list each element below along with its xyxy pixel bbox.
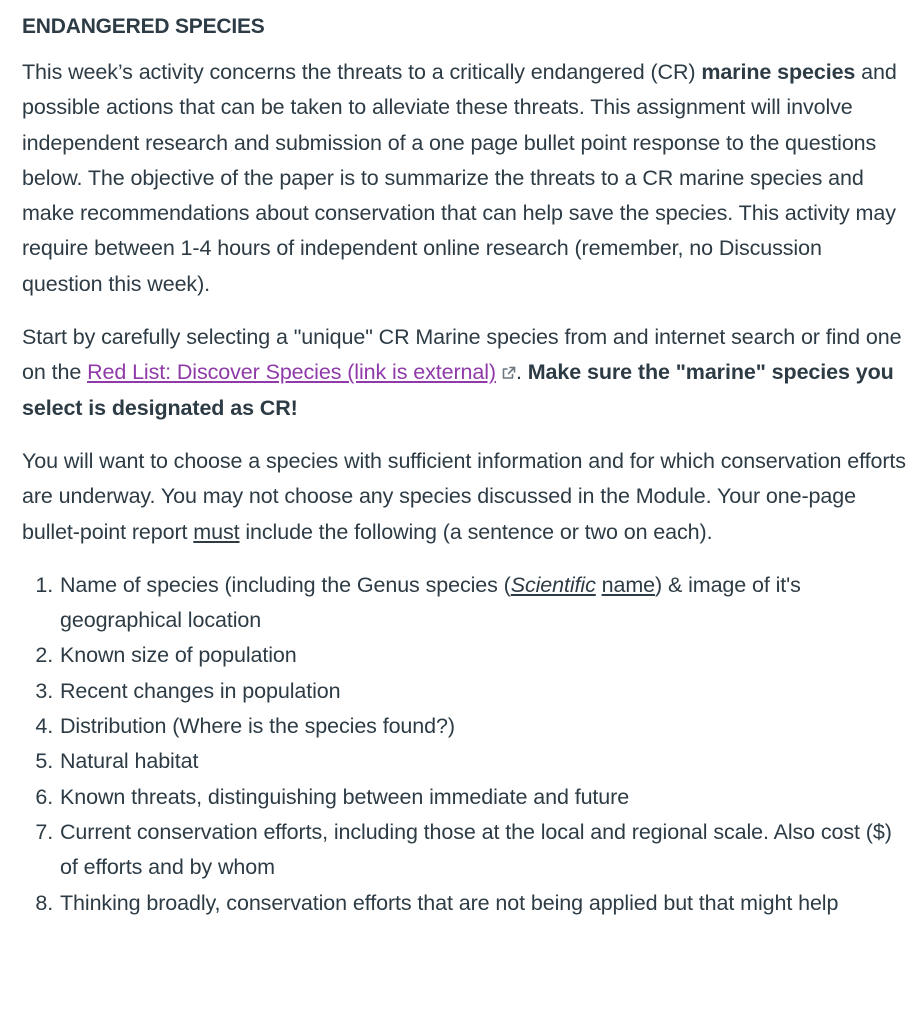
list-item: 4. Distribution (Where is the species found?): [59, 709, 907, 744]
must-underlined: must: [193, 519, 240, 544]
scientific-link[interactable]: [511, 573, 596, 597]
intro-bold: marine species: [701, 60, 856, 84]
list-item: 8. Thinking broadly, conservation efforts that are not being applied but that might help: [59, 886, 907, 921]
red-list-link[interactable]: Red List: Discover Species (link is external): [87, 360, 496, 385]
select-paragraph: [22, 320, 907, 426]
list-item: [59, 568, 907, 639]
select-bold: Make sure the "marine" species you select is designated as CR!: [22, 360, 894, 420]
list-item: 2. Known size of population: [59, 638, 907, 673]
page-title: ENDANGERED SPECIES: [22, 15, 265, 38]
choose-paragraph: [22, 444, 907, 550]
list-item: 3. Recent changes in population: [59, 674, 907, 709]
intro-text-2: and possible actions that can be taken to alleviate these threats. This assignment will involve independent research and submission of a one page bullet point response to the questions below. The objective of the paper is to summarize the threats to a CR marine species and make recommendations about conservation that can help save the species. This activity may require between 1-4 hours of independent online research (remember, no Discussion question this week).: [22, 60, 897, 296]
list-item: 5. Natural habitat: [59, 744, 907, 779]
intro-text-1: This week’s activity concerns the threats to a critically endangered (CR): [22, 60, 702, 84]
list-item: 7. Current conservation efforts, including those at the local and regional scale. Also cost ($) of efforts and by whom: [59, 815, 907, 886]
scientific-word: Scientific: [510, 572, 596, 597]
external-link-icon[interactable]: [502, 356, 516, 370]
select-text-2: .: [516, 360, 528, 385]
name-link[interactable]: name: [601, 572, 656, 597]
choose-text-1: You will want to choose a species with sufficient information and for which conservation efforts are underway. You may not choose any species discussed in the Module. Your one-page bullet-point report: [22, 448, 906, 544]
intro-paragraph: [22, 55, 907, 302]
item-1-post: ) & image of it's geographical location: [60, 572, 801, 633]
requirements-list: [22, 568, 907, 921]
choose-text-2: include the following (a sentence or two on each).: [239, 519, 713, 544]
list-item: 6. Known threats, distinguishing between immediate and future: [59, 780, 907, 815]
select-text-1: Start by carefully selecting a "unique" CR Marine species from and internet search or find one on the: [22, 325, 902, 385]
item-1-pre: Name of species (including the Genus species (: [60, 572, 511, 597]
